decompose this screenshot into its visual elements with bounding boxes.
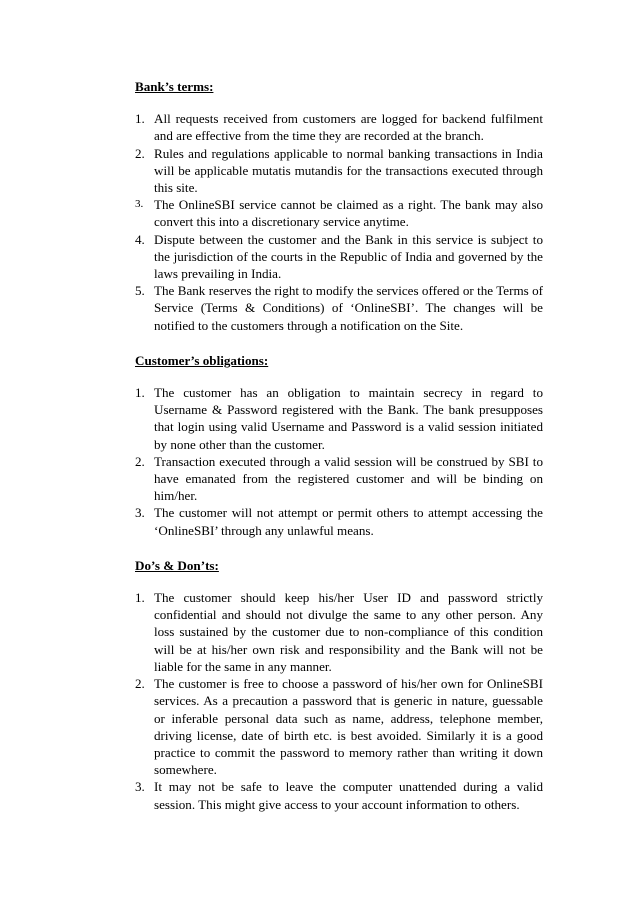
list-item-text: The customer has an obligation to maintain secrecy in regard to Username & Password registered with the Bank. The bank presupposes that login using valid Username and Password is a valid session initiated by none other than the customer. bbox=[154, 385, 543, 452]
list-item bbox=[135, 282, 543, 334]
list-item-text: Transaction executed through a valid session will be construed by SBI to have emanated from the registered customer and will be binding on him/her. bbox=[154, 453, 543, 504]
list-item-number: 1. bbox=[135, 385, 145, 401]
list-item-text: Dispute between the customer and the Bank in this service is subject to the jurisdiction of the courts in the Republic of India and governed by the laws prevailing in India. bbox=[154, 231, 543, 282]
list-item-text: The customer will not attempt or permit others to attempt accessing the ‘OnlineSBI’ through any unlawful means. bbox=[154, 505, 543, 538]
dos-donts-list bbox=[135, 589, 543, 813]
section-title-dos-donts: Do’s & Don’ts: bbox=[135, 557, 219, 573]
list-item-number: 3. bbox=[135, 505, 145, 521]
list-item-text: All requests received from customers are logged for backend fulfilment and are effective from the time they are recorded at the branch. bbox=[154, 111, 543, 144]
document-body bbox=[135, 78, 543, 831]
customer-obligations-list bbox=[135, 384, 543, 539]
list-item bbox=[135, 145, 543, 197]
list-item-number: 1. bbox=[135, 111, 145, 127]
list-item bbox=[135, 589, 543, 675]
list-item-number: 2. bbox=[135, 453, 145, 469]
list-item bbox=[135, 504, 543, 538]
section-title-customer-obligations: Customer’s obligations: bbox=[135, 352, 269, 368]
list-item-number: 1. bbox=[135, 590, 145, 606]
list-item bbox=[135, 196, 543, 230]
list-item-text: It may not be safe to leave the computer unattended during a valid session. This might give access to your account information to others. bbox=[154, 779, 543, 812]
list-item-text: Rules and regulations applicable to normal banking transactions in India will be applicable mutatis mutandis for the transactions executed through this site. bbox=[154, 145, 543, 196]
list-item bbox=[135, 453, 543, 505]
list-item-number: 5. bbox=[135, 283, 145, 299]
list-item-number: 2. bbox=[135, 676, 145, 692]
list-item-text: The Bank reserves the right to modify the services offered or the Terms of Service (Terms & Conditions) of ‘OnlineSBI’. The changes will be notified to the customers through a notification on the Site. bbox=[154, 283, 543, 333]
list-item-text: The customer is free to choose a password of his/her own for OnlineSBI services. As a precaution a password that is generic in nature, guessable or inferable personal data such as name, address, telephone member, driving license, date of birth etc. is best avoided. Similarly it is a good practice to commit the password to memory rather than writing it down somewhere. bbox=[154, 676, 543, 778]
bank-terms-list bbox=[135, 110, 543, 334]
list-item bbox=[135, 231, 543, 283]
list-item-number: 2. bbox=[135, 145, 145, 161]
list-item bbox=[135, 778, 543, 812]
list-item-number: 3. bbox=[135, 198, 144, 211]
list-item-number: 3. bbox=[135, 779, 145, 795]
list-item bbox=[135, 110, 543, 144]
list-item-text: The OnlineSBI service cannot be claimed as a right. The bank may also convert this into a discretionary service anytime. bbox=[154, 197, 543, 230]
list-item bbox=[135, 384, 543, 453]
list-item bbox=[135, 675, 543, 778]
list-item-number: 4. bbox=[135, 231, 145, 247]
section-title-bank-terms: Bank’s terms: bbox=[135, 79, 214, 94]
list-item-text: The customer should keep his/her User ID and password strictly confidential and should not divulge the same to any other person. Any loss sustained by the customer due to non-compliance of this condition will be at his/her own risk and responsibility and the Bank will not be liable for the same in any manner. bbox=[154, 590, 543, 674]
